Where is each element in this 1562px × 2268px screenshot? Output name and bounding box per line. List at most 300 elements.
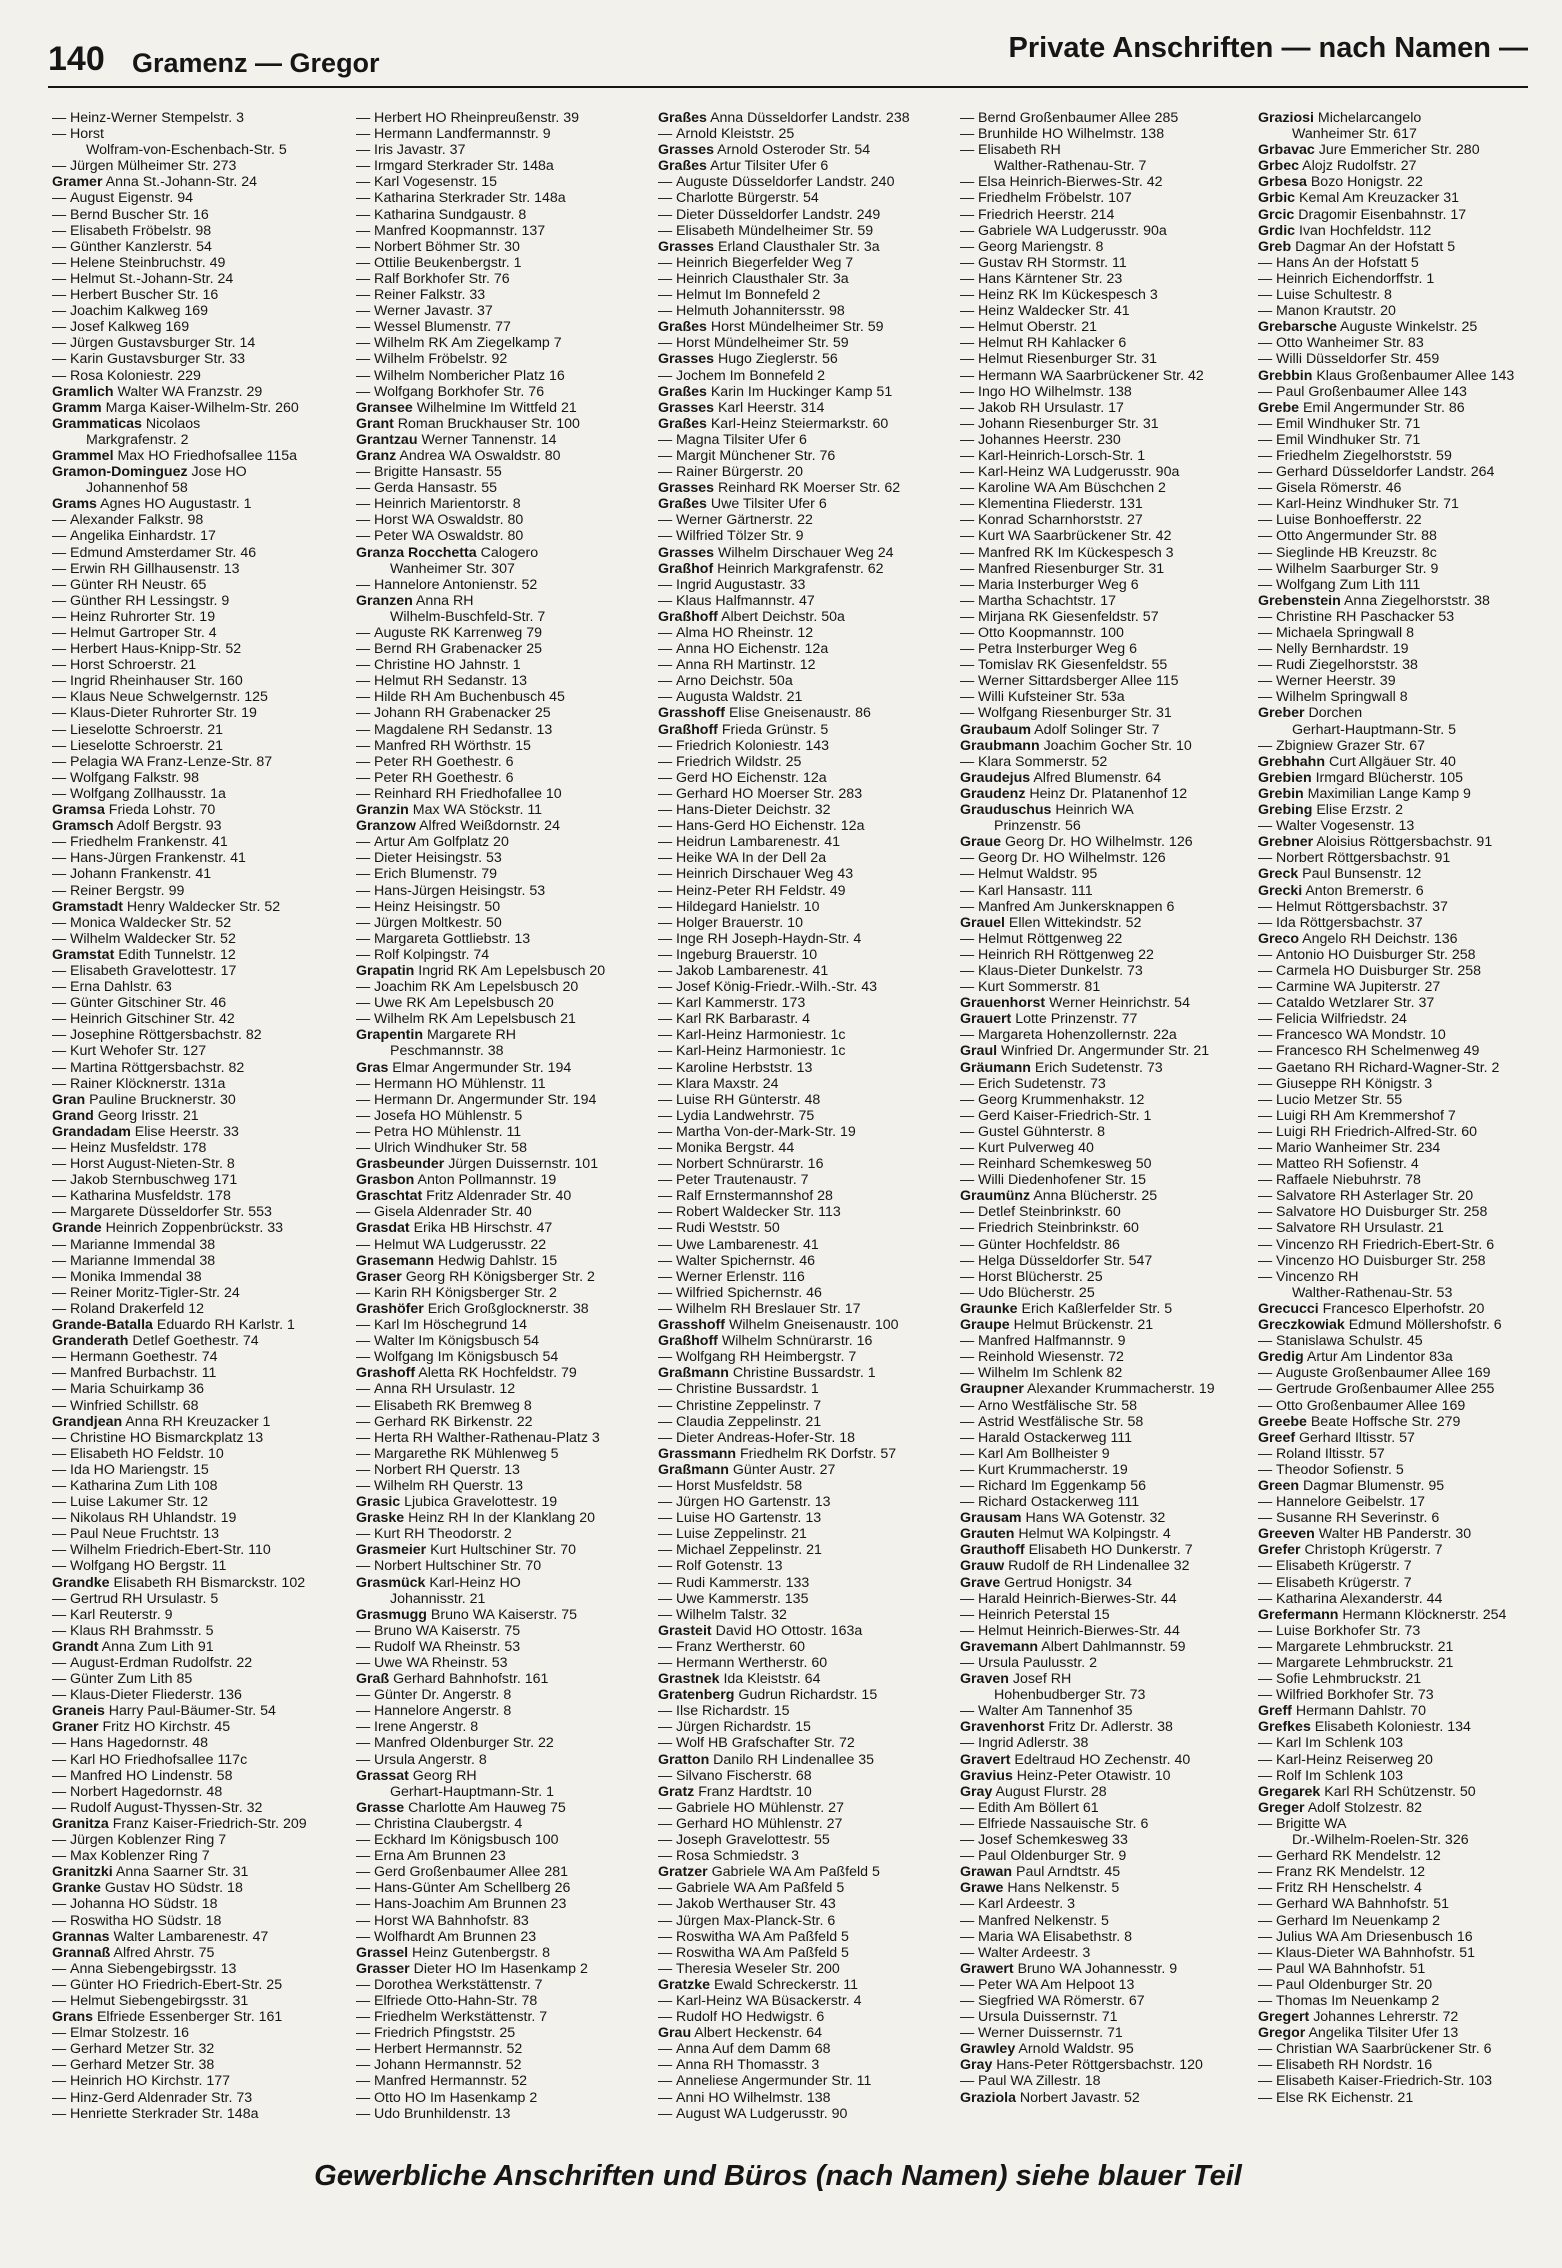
listing-entry: Grawan Paul Arndtstr. 45 xyxy=(960,1864,1121,1881)
listing-sub-entry: — Manfred RK Im Kückespesch 3 xyxy=(960,544,1174,561)
listing-sub-entry: — Günter Zum Lith 85 xyxy=(52,1671,193,1688)
listing-entry: Graul Winfried Dr. Angermunder Str. 21 xyxy=(960,1043,1210,1060)
dash-marker: — xyxy=(960,1976,975,1993)
listing-sub-entry: — Manfred Riesenburger Str. 31 xyxy=(960,560,1165,577)
listing-sub-entry: — Lucio Metzer Str. 55 xyxy=(1258,1091,1403,1108)
dash-marker: — xyxy=(52,1783,67,1800)
dash-marker: — xyxy=(356,335,371,352)
dash-marker: — xyxy=(52,1397,67,1414)
surname: Graneis xyxy=(52,1703,105,1720)
dash-marker: — xyxy=(658,206,673,223)
listing-entry: Gravert Edeltraud HO Zechenstr. 40 xyxy=(960,1751,1191,1768)
surname: Gravenhorst xyxy=(960,1719,1045,1736)
surname: Grdic xyxy=(1258,222,1296,239)
listing-sub-entry: — Manfred Nelkenstr. 5 xyxy=(960,1912,1109,1929)
listing-sub-entry: — Herbert Buscher Str. 16 xyxy=(52,287,219,304)
dash-marker: — xyxy=(356,1123,371,1140)
listing-sub-entry: — Wilhelm RH Breslauer Str. 17 xyxy=(658,1300,861,1317)
dash-marker: — xyxy=(960,1429,975,1446)
dash-marker: — xyxy=(52,1896,67,1913)
listing-sub-entry: — Emil Windhuker Str. 71 xyxy=(1258,415,1421,432)
listing-entry: Grant Roman Bruckhauser Str. 100 xyxy=(356,415,580,432)
listing-sub-entry: — Werner Heerstr. 39 xyxy=(1258,673,1396,690)
listing-entry: Granzen Anna RH xyxy=(356,592,474,609)
listing-sub-entry: — Karl-Heinz WA Büsackerstr. 4 xyxy=(658,1992,862,2009)
dash-marker: — xyxy=(52,1510,67,1527)
listing-sub-entry: — Katharina Musfeldstr. 178 xyxy=(52,1188,231,1205)
surname: Grasses xyxy=(658,142,715,159)
listing-sub-entry: — Günter Gitschiner Str. 46 xyxy=(52,995,227,1012)
dash-marker: — xyxy=(52,126,67,143)
listing-column-4 xyxy=(960,110,1264,2110)
listing-entry: Grandke Elisabeth RH Bismarckstr. 102 xyxy=(52,1574,306,1591)
dash-marker: — xyxy=(356,721,371,738)
listing-entry: Grantzau Werner Tannenstr. 14 xyxy=(356,431,557,448)
listing-sub-entry: — Elisabeth Gravelottestr. 17 xyxy=(52,962,237,979)
listing-sub-entry: — Vincenzo RH Friedrich-Ebert-Str. 6 xyxy=(1258,1236,1495,1253)
listing-entry: Grcic Dragomir Eisenbahnstr. 17 xyxy=(1258,206,1467,223)
listing-sub-entry: — Heinz RK Im Kückespesch 3 xyxy=(960,287,1158,304)
dash-marker: — xyxy=(658,866,673,883)
surname: Gravius xyxy=(960,1767,1013,1784)
listing-sub-entry: — August WA Ludgerusstr. 90 xyxy=(658,2105,848,2122)
listing-sub-entry: — Erna Dahlstr. 63 xyxy=(52,979,172,996)
listing-sub-entry: — Antonio HO Duisburger Str. 258 xyxy=(1258,946,1476,963)
dash-marker: — xyxy=(356,512,371,529)
dash-marker: — xyxy=(52,673,67,690)
listing-sub-entry: — Gisela Aldenrader Str. 40 xyxy=(356,1204,532,1221)
listing-sub-entry: — Wolfgang Riesenburger Str. 31 xyxy=(960,705,1172,722)
listing-entry: Grauthoff Elisabeth HO Dunkerstr. 7 xyxy=(960,1542,1193,1559)
dash-marker: — xyxy=(658,625,673,641)
listing-sub-entry: — Johann Hermannstr. 52 xyxy=(356,2057,522,2074)
listing-sub-entry: — Josephine Röttgersbachstr. 82 xyxy=(52,1027,262,1044)
listing-sub-entry: — Karl Im Höschegrund 14 xyxy=(356,1317,527,1334)
listing-sub-entry: — Wolfgang Im Königsbusch 54 xyxy=(356,1349,559,1366)
listing-entry: Grand Georg Irisstr. 21 xyxy=(52,1107,199,1124)
dash-marker: — xyxy=(356,1397,371,1414)
listing-entry: Gras Elmar Angermunder Str. 194 xyxy=(356,1059,572,1076)
listing-sub-entry: — Heinrich Peterstal 15 xyxy=(960,1606,1110,1623)
listing-sub-entry: — Friedrich Pfingststr. 25 xyxy=(356,2025,516,2042)
surname: Grebin xyxy=(1258,785,1304,802)
listing-entry: Grasemann Hedwig Dahlstr. 15 xyxy=(356,1252,558,1269)
listing-sub-entry: — Günter Hochfeldstr. 86 xyxy=(960,1236,1120,1253)
surname: Grebarsche xyxy=(1258,319,1337,336)
listing-sub-entry: — Helmut Röttgenweg 22 xyxy=(960,930,1123,947)
listing-sub-entry: — Roswitha WA Am Paßfeld 5 xyxy=(658,1928,849,1945)
listing-entry: Grbesa Bozo Honigstr. 22 xyxy=(1258,174,1423,191)
listing-sub-entry: — Wessel Blumenstr. 77 xyxy=(356,319,511,336)
listing-sub-entry: — Hermann WA Saarbrückener Str. 42 xyxy=(960,367,1204,384)
surname: Graunke xyxy=(960,1300,1018,1317)
listing-sub-entry: — Brigitte Hansastr. 55 xyxy=(356,464,502,481)
surname: Gratzer xyxy=(658,1864,708,1881)
listing-sub-entry: — Christine Bussardstr. 1 xyxy=(658,1381,819,1398)
listing-entry: Graziosi Michelarcangelo xyxy=(1258,110,1422,126)
listing-sub-entry: — Rainer Klöcknerstr. 131a xyxy=(52,1075,226,1092)
dash-marker: — xyxy=(1258,576,1273,593)
dash-marker: — xyxy=(1258,1912,1273,1929)
listing-entry: Gratzer Gabriele WA Am Paßfeld 5 xyxy=(658,1864,880,1881)
surname: Grant xyxy=(356,415,394,432)
dash-marker: — xyxy=(1258,1027,1273,1044)
dash-marker: — xyxy=(658,1477,673,1494)
dash-marker: — xyxy=(52,1043,67,1060)
dash-marker: — xyxy=(960,1156,975,1173)
listing-sub-entry: — Heinrich Clausthaler Str. 3a xyxy=(658,270,849,287)
dash-marker: — xyxy=(960,1204,975,1221)
listing-entry: Gramstadt Henry Waldecker Str. 52 xyxy=(52,898,281,915)
listing-entry: Greff Hermann Dahlstr. 70 xyxy=(1258,1703,1426,1720)
listing-sub-entry: — Ingeburg Brauerstr. 10 xyxy=(658,946,818,963)
surname: Gramstadt xyxy=(52,898,123,915)
listing-sub-entry: — Michaela Springwall 8 xyxy=(1258,625,1415,641)
surname: Graner xyxy=(52,1719,99,1736)
dash-marker: — xyxy=(1258,415,1273,432)
dash-marker: — xyxy=(52,1832,67,1849)
listing-sub-entry: — Günter HO Friedrich-Ebert-Str. 25 xyxy=(52,1976,283,1993)
dash-marker: — xyxy=(52,1542,67,1559)
dash-marker: — xyxy=(52,2073,67,2090)
listing-sub-entry: — Gerhard HO Mühlenstr. 27 xyxy=(658,1815,843,1832)
listing-sub-entry: — Gabriele WA Am Paßfeld 5 xyxy=(658,1880,845,1897)
listing-sub-entry: — Elisabeth RK Bremweg 8 xyxy=(356,1397,532,1414)
dash-marker: — xyxy=(658,737,673,754)
dash-marker: — xyxy=(52,1622,67,1639)
listing-sub-entry: — Walter Spichernstr. 46 xyxy=(658,1252,816,1269)
surname: Grandke xyxy=(52,1574,110,1591)
dash-marker: — xyxy=(658,1091,673,1108)
dash-marker: — xyxy=(52,1526,67,1543)
surname: Graßes xyxy=(658,319,707,336)
surname: Graupe xyxy=(960,1317,1010,1334)
listing-sub-entry: — Gaetano RH Richard-Wagner-Str. 2 xyxy=(1258,1059,1500,1076)
listing-entry: Grannas Walter Lambarenestr. 47 xyxy=(52,1928,269,1945)
dash-marker: — xyxy=(658,1510,673,1527)
surname: Graven xyxy=(960,1671,1009,1688)
surname: Grauduschus xyxy=(960,802,1052,819)
surname: Grasses xyxy=(658,480,715,497)
listing-sub-entry: — Herta RH Walther-Rathenau-Platz 3 xyxy=(356,1429,600,1446)
listing-entry: Granitza Franz Kaiser-Friedrich-Str. 209 xyxy=(52,1815,307,1832)
dash-marker: — xyxy=(52,657,67,674)
dash-marker: — xyxy=(960,689,975,706)
listing-sub-entry: — Christian WA Saarbrückener Str. 6 xyxy=(1258,2041,1492,2058)
dash-marker: — xyxy=(52,1992,67,2009)
surname: Gramm xyxy=(52,399,102,416)
listing-sub-entry: — Margarete Lehmbruckstr. 21 xyxy=(1258,1655,1454,1671)
dash-marker: — xyxy=(658,1075,673,1092)
listing-sub-entry: — Norbert Böhmer Str. 30 xyxy=(356,238,520,255)
listing-continuation: Johannisstr. 21 xyxy=(390,1590,486,1607)
dash-marker: — xyxy=(1258,608,1273,625)
listing-sub-entry: — Walter Am Tannenhof 35 xyxy=(960,1703,1133,1720)
listing-sub-entry: — Wolfhardt Am Brunnen 23 xyxy=(356,1928,537,1945)
listing-sub-entry: — Charlotte Bürgerstr. 54 xyxy=(658,190,819,207)
dash-marker: — xyxy=(658,1880,673,1897)
listing-entry: Granzow Alfred Weißdornstr. 24 xyxy=(356,818,560,835)
dash-marker: — xyxy=(658,1542,673,1559)
dash-marker: — xyxy=(52,930,67,947)
listing-sub-entry: — Norbert Röttgersbachstr. 91 xyxy=(1258,850,1451,867)
listing-sub-entry: — Gabriele WA Ludgerusstr. 90a xyxy=(960,222,1167,239)
dash-marker: — xyxy=(960,930,975,947)
listing-sub-entry: — Wilhelm RH Querstr. 13 xyxy=(356,1477,524,1494)
dash-marker: — xyxy=(960,1815,975,1832)
listing-sub-entry: — Rudi Ziegelhorststr. 38 xyxy=(1258,657,1418,674)
surname: Graschtat xyxy=(356,1188,423,1205)
listing-sub-entry: — Heinrich RH Röttgenweg 22 xyxy=(960,946,1154,963)
listing-entry: Grave Gertrud Honigstr. 34 xyxy=(960,1574,1132,1591)
dash-marker: — xyxy=(356,1655,371,1671)
dash-marker: — xyxy=(960,1445,975,1462)
listing-sub-entry: — Horst WA Bahnhofstr. 83 xyxy=(356,1912,529,1929)
listing-sub-entry: — Astrid Westfälische Str. 58 xyxy=(960,1413,1144,1430)
listing-sub-entry: — Gerhard Düsseldorfer Landstr. 264 xyxy=(1258,464,1495,481)
dash-marker: — xyxy=(1258,544,1273,561)
dash-marker: — xyxy=(356,1848,371,1865)
listing-continuation: Wilhelm-Buschfeld-Str. 7 xyxy=(390,608,546,625)
listing-sub-entry: — Karl-Heinrich-Lorsch-Str. 1 xyxy=(960,447,1146,464)
listing-entry: Graske Heinz RH In der Klanklang 20 xyxy=(356,1510,595,1527)
listing-sub-entry: — Bernd Großenbaumer Allee 285 xyxy=(960,110,1179,126)
dash-marker: — xyxy=(1258,560,1273,577)
dash-marker: — xyxy=(960,528,975,545)
listing-sub-entry: — Anna RH Thomasstr. 3 xyxy=(658,2057,820,2074)
listing-entry: Graßmann Günter Austr. 27 xyxy=(658,1461,836,1478)
listing-sub-entry: — Manfred Am Junkersknappen 6 xyxy=(960,898,1175,915)
surname: Graßes xyxy=(658,415,707,432)
listing-sub-entry: — Norbert Hagedornstr. 48 xyxy=(52,1783,223,1800)
listing-entry: Graser Georg RH Königsberger Str. 2 xyxy=(356,1268,595,1285)
listing-sub-entry: — Kurt Pulverweg 40 xyxy=(960,1140,1094,1156)
dash-marker: — xyxy=(356,1445,371,1462)
surname: Grecucci xyxy=(1258,1300,1319,1317)
listing-sub-entry: — Hinz-Gerd Aldenrader Str. 73 xyxy=(52,2089,253,2106)
listing-entry: Grasser Dieter HO Im Hasenkamp 2 xyxy=(356,1960,588,1977)
dash-marker: — xyxy=(52,641,67,658)
dash-marker: — xyxy=(960,110,975,126)
listing-sub-entry: — Gerd Großenbaumer Allee 281 xyxy=(356,1864,569,1881)
listing-sub-entry: — Horst xyxy=(52,126,104,143)
listing-entry: Greef Gerhard Iltisstr. 57 xyxy=(1258,1429,1415,1446)
listing-entry: Graschtat Fritz Aldenrader Str. 40 xyxy=(356,1188,572,1205)
listing-entry: Gramm Marga Kaiser-Wilhelm-Str. 260 xyxy=(52,399,299,416)
dash-marker: — xyxy=(356,2105,371,2122)
dash-marker: — xyxy=(658,1944,673,1961)
listing-entry: Grefer Christoph Krügerstr. 7 xyxy=(1258,1542,1443,1559)
listing-sub-entry: — Reiner Falkstr. 33 xyxy=(356,287,486,304)
listing-sub-entry: — Klaus Neue Schwelgernstr. 125 xyxy=(52,689,268,706)
dash-marker: — xyxy=(960,866,975,883)
listing-entry: Grams Agnes HO Augustastr. 1 xyxy=(52,496,252,513)
listing-sub-entry: — Elfriede Nassauische Str. 6 xyxy=(960,1815,1149,1832)
dash-marker: — xyxy=(52,1687,67,1704)
listing-sub-entry: — Nikolaus RH Uhlandstr. 19 xyxy=(52,1510,237,1527)
listing-sub-entry: — Hildegard Hanielstr. 10 xyxy=(658,898,820,915)
dash-marker: — xyxy=(658,1896,673,1913)
dash-marker: — xyxy=(960,464,975,481)
surname: Grasmeier xyxy=(356,1542,427,1559)
listing-sub-entry: — Elisabeth Krügerstr. 7 xyxy=(1258,1558,1412,1575)
listing-sub-entry: — Else RK Eichenstr. 21 xyxy=(1258,2089,1414,2106)
listing-entry: Grauel Ellen Wittekindstr. 52 xyxy=(960,914,1142,931)
listing-entry: Gregert Johannes Lehrerstr. 72 xyxy=(1258,2009,1459,2026)
listing-sub-entry: — Klaus-Dieter Dunkelstr. 73 xyxy=(960,962,1143,979)
dash-marker: — xyxy=(52,1075,67,1092)
dash-marker: — xyxy=(960,1461,975,1478)
dash-marker: — xyxy=(52,2057,67,2074)
listing-sub-entry: — Wilhelm Fröbelstr. 92 xyxy=(356,351,508,368)
dash-marker: — xyxy=(52,1960,67,1977)
listing-sub-entry: — Inge RH Joseph-Haydn-Str. 4 xyxy=(658,930,862,947)
dash-marker: — xyxy=(52,576,67,593)
listing-entry: Grasteit David HO Ottostr. 163a xyxy=(658,1622,863,1639)
listing-continuation: Hohenbudberger Str. 73 xyxy=(994,1687,1146,1704)
listing-sub-entry: — Heinrich Eichendorffstr. 1 xyxy=(1258,270,1435,287)
surname: Grasshoff xyxy=(658,1317,726,1334)
dash-marker: — xyxy=(1258,1751,1273,1768)
listing-sub-entry: — Wolf HB Grafschafter Str. 72 xyxy=(658,1735,855,1752)
dash-marker: — xyxy=(52,785,67,802)
dash-marker: — xyxy=(658,882,673,899)
dash-marker: — xyxy=(1258,1510,1273,1527)
listing-sub-entry: — Klaus-Dieter WA Bahnhofstr. 51 xyxy=(1258,1944,1475,1961)
surname: Grasses xyxy=(658,399,715,416)
listing-entry: Grasdat Erika HB Hirschstr. 47 xyxy=(356,1220,553,1237)
listing-sub-entry: — Luise HO Gartenstr. 13 xyxy=(658,1510,822,1527)
listing-sub-entry: — Heinrich HO Kirchstr. 177 xyxy=(52,2073,231,2090)
dash-marker: — xyxy=(658,1236,673,1253)
listing-sub-entry: — Heinz Musfeldstr. 178 xyxy=(52,1140,207,1156)
dash-marker: — xyxy=(960,560,975,577)
dash-marker: — xyxy=(658,512,673,529)
dash-marker: — xyxy=(1258,528,1273,545)
dash-marker: — xyxy=(52,254,67,271)
listing-sub-entry: — Hermann Goethestr. 74 xyxy=(52,1349,218,1366)
surname: Greff xyxy=(1258,1703,1292,1720)
listing-entry: Grbavac Jure Emmericher Str. 280 xyxy=(1258,142,1480,159)
dash-marker: — xyxy=(52,1671,67,1688)
dash-marker: — xyxy=(1258,254,1273,271)
dash-marker: — xyxy=(1258,1204,1273,1221)
surname: Grasbeunder xyxy=(356,1156,445,1173)
listing-sub-entry: — Elisabeth Kaiser-Friedrich-Str. 103 xyxy=(1258,2073,1493,2090)
dash-marker: — xyxy=(52,737,67,754)
dash-marker: — xyxy=(52,1767,67,1784)
dash-marker: — xyxy=(658,367,673,384)
dash-marker: — xyxy=(658,850,673,867)
listing-sub-entry: — Monika Immendal 38 xyxy=(52,1268,202,1285)
dash-marker: — xyxy=(356,190,371,207)
listing-sub-entry: — Harald Ostackerweg 111 xyxy=(960,1429,1133,1446)
surname: Grastnek xyxy=(658,1671,720,1688)
dash-marker: — xyxy=(960,1252,975,1269)
listing-entry: Gravius Heinz-Peter Otawistr. 10 xyxy=(960,1767,1171,1784)
listing-sub-entry: — Rosa Koloniestr. 229 xyxy=(52,367,201,384)
dash-marker: — xyxy=(1258,1574,1273,1591)
listing-sub-entry: — Roland Drakerfeld 12 xyxy=(52,1300,205,1317)
surname: Grcic xyxy=(1258,206,1295,223)
dash-marker: — xyxy=(658,1204,673,1221)
dash-marker: — xyxy=(1258,898,1273,915)
dash-marker: — xyxy=(1258,1043,1273,1060)
surname: Gredig xyxy=(1258,1349,1304,1366)
dash-marker: — xyxy=(52,753,67,770)
dash-marker: — xyxy=(960,1494,975,1511)
listing-sub-entry: — Paul Großenbaumer Allee 143 xyxy=(1258,383,1467,400)
listing-entry: Graunke Erich Kaßlerfelder Str. 5 xyxy=(960,1300,1173,1317)
dash-marker: — xyxy=(1258,818,1273,835)
surname: Gregert xyxy=(1258,2009,1310,2026)
listing-entry: Grauenhorst Werner Heinrichstr. 54 xyxy=(960,995,1190,1012)
listing-entry: Graßes Horst Mündelheimer Str. 59 xyxy=(658,319,884,336)
surname: Greczkowiak xyxy=(1258,1317,1345,1334)
listing-sub-entry: — Felicia Wilfriedstr. 24 xyxy=(1258,1011,1407,1028)
surname: Granderath xyxy=(52,1333,129,1350)
surname: Grassmann xyxy=(658,1445,737,1462)
surname: Grbic xyxy=(1258,190,1296,207)
listing-sub-entry: — Horst Mündelheimer Str. 59 xyxy=(658,335,849,352)
listing-entry: Grausam Hans WA Gotenstr. 32 xyxy=(960,1510,1166,1527)
listing-sub-entry: — Katharina Zum Lith 108 xyxy=(52,1477,218,1494)
listing-sub-entry: — Karoline Herbststr. 13 xyxy=(658,1059,813,1076)
dash-marker: — xyxy=(52,1848,67,1865)
dash-marker: — xyxy=(960,1075,975,1092)
dash-marker: — xyxy=(52,979,67,996)
listing-sub-entry: — Alma HO Rheinstr. 12 xyxy=(658,625,814,641)
listing-entry: Graßes Artur Tilsiter Ufer 6 xyxy=(658,158,829,175)
dash-marker: — xyxy=(960,1107,975,1124)
listing-sub-entry: — Petra HO Mühlenstr. 11 xyxy=(356,1123,522,1140)
listing-sub-entry: — Heinrich Biegerfelder Weg 7 xyxy=(658,254,854,271)
listing-sub-entry: — Ingrid Adlerstr. 38 xyxy=(960,1735,1089,1752)
listing-sub-entry: — Wilfried Spichernstr. 46 xyxy=(658,1284,822,1301)
listing-sub-entry: — Richard Ostackerweg 111 xyxy=(960,1494,1140,1511)
listing-entry: Gratenberg Gudrun Richardstr. 15 xyxy=(658,1687,878,1704)
surname: Graßmann xyxy=(658,1365,729,1382)
surname: Gramstat xyxy=(52,946,115,963)
dash-marker: — xyxy=(52,625,67,641)
listing-sub-entry: — Wolfgang Zollhausstr. 1a xyxy=(52,785,226,802)
dash-marker: — xyxy=(52,158,67,175)
dash-marker: — xyxy=(356,1381,371,1398)
dash-marker: — xyxy=(960,254,975,271)
listing-sub-entry: — Udo Blücherstr. 25 xyxy=(960,1284,1095,1301)
dash-marker: — xyxy=(658,592,673,609)
dash-marker: — xyxy=(1258,1011,1273,1028)
listing-sub-entry: — Georg Krummenhakstr. 12 xyxy=(960,1091,1145,1108)
dash-marker: — xyxy=(1258,1687,1273,1704)
listing-sub-entry: — Jakob Sternbuschweg 171 xyxy=(52,1172,238,1189)
listing-sub-entry: — Anna Auf dem Damm 68 xyxy=(658,2041,831,2058)
listing-continuation: Markgrafenstr. 2 xyxy=(86,431,189,448)
listing-entry: Gravenhorst Fritz Dr. Adlerstr. 38 xyxy=(960,1719,1173,1736)
listing-sub-entry: — Helene Steinbruchstr. 49 xyxy=(52,254,226,271)
listing-entry: Grasshoff Elise Gneisenaustr. 86 xyxy=(658,705,871,722)
surname: Graßes xyxy=(658,496,707,513)
dash-marker: — xyxy=(658,1848,673,1865)
listing-sub-entry: — Norbert Schnürarstr. 16 xyxy=(658,1156,824,1173)
dash-marker: — xyxy=(1258,1655,1273,1671)
surname: Graser xyxy=(356,1268,402,1285)
dash-marker: — xyxy=(52,270,67,287)
listing-sub-entry: — Anna RH Martinstr. 12 xyxy=(658,657,816,674)
dash-marker: — xyxy=(52,882,67,899)
dash-marker: — xyxy=(658,431,673,448)
surname: Graßes xyxy=(658,383,707,400)
